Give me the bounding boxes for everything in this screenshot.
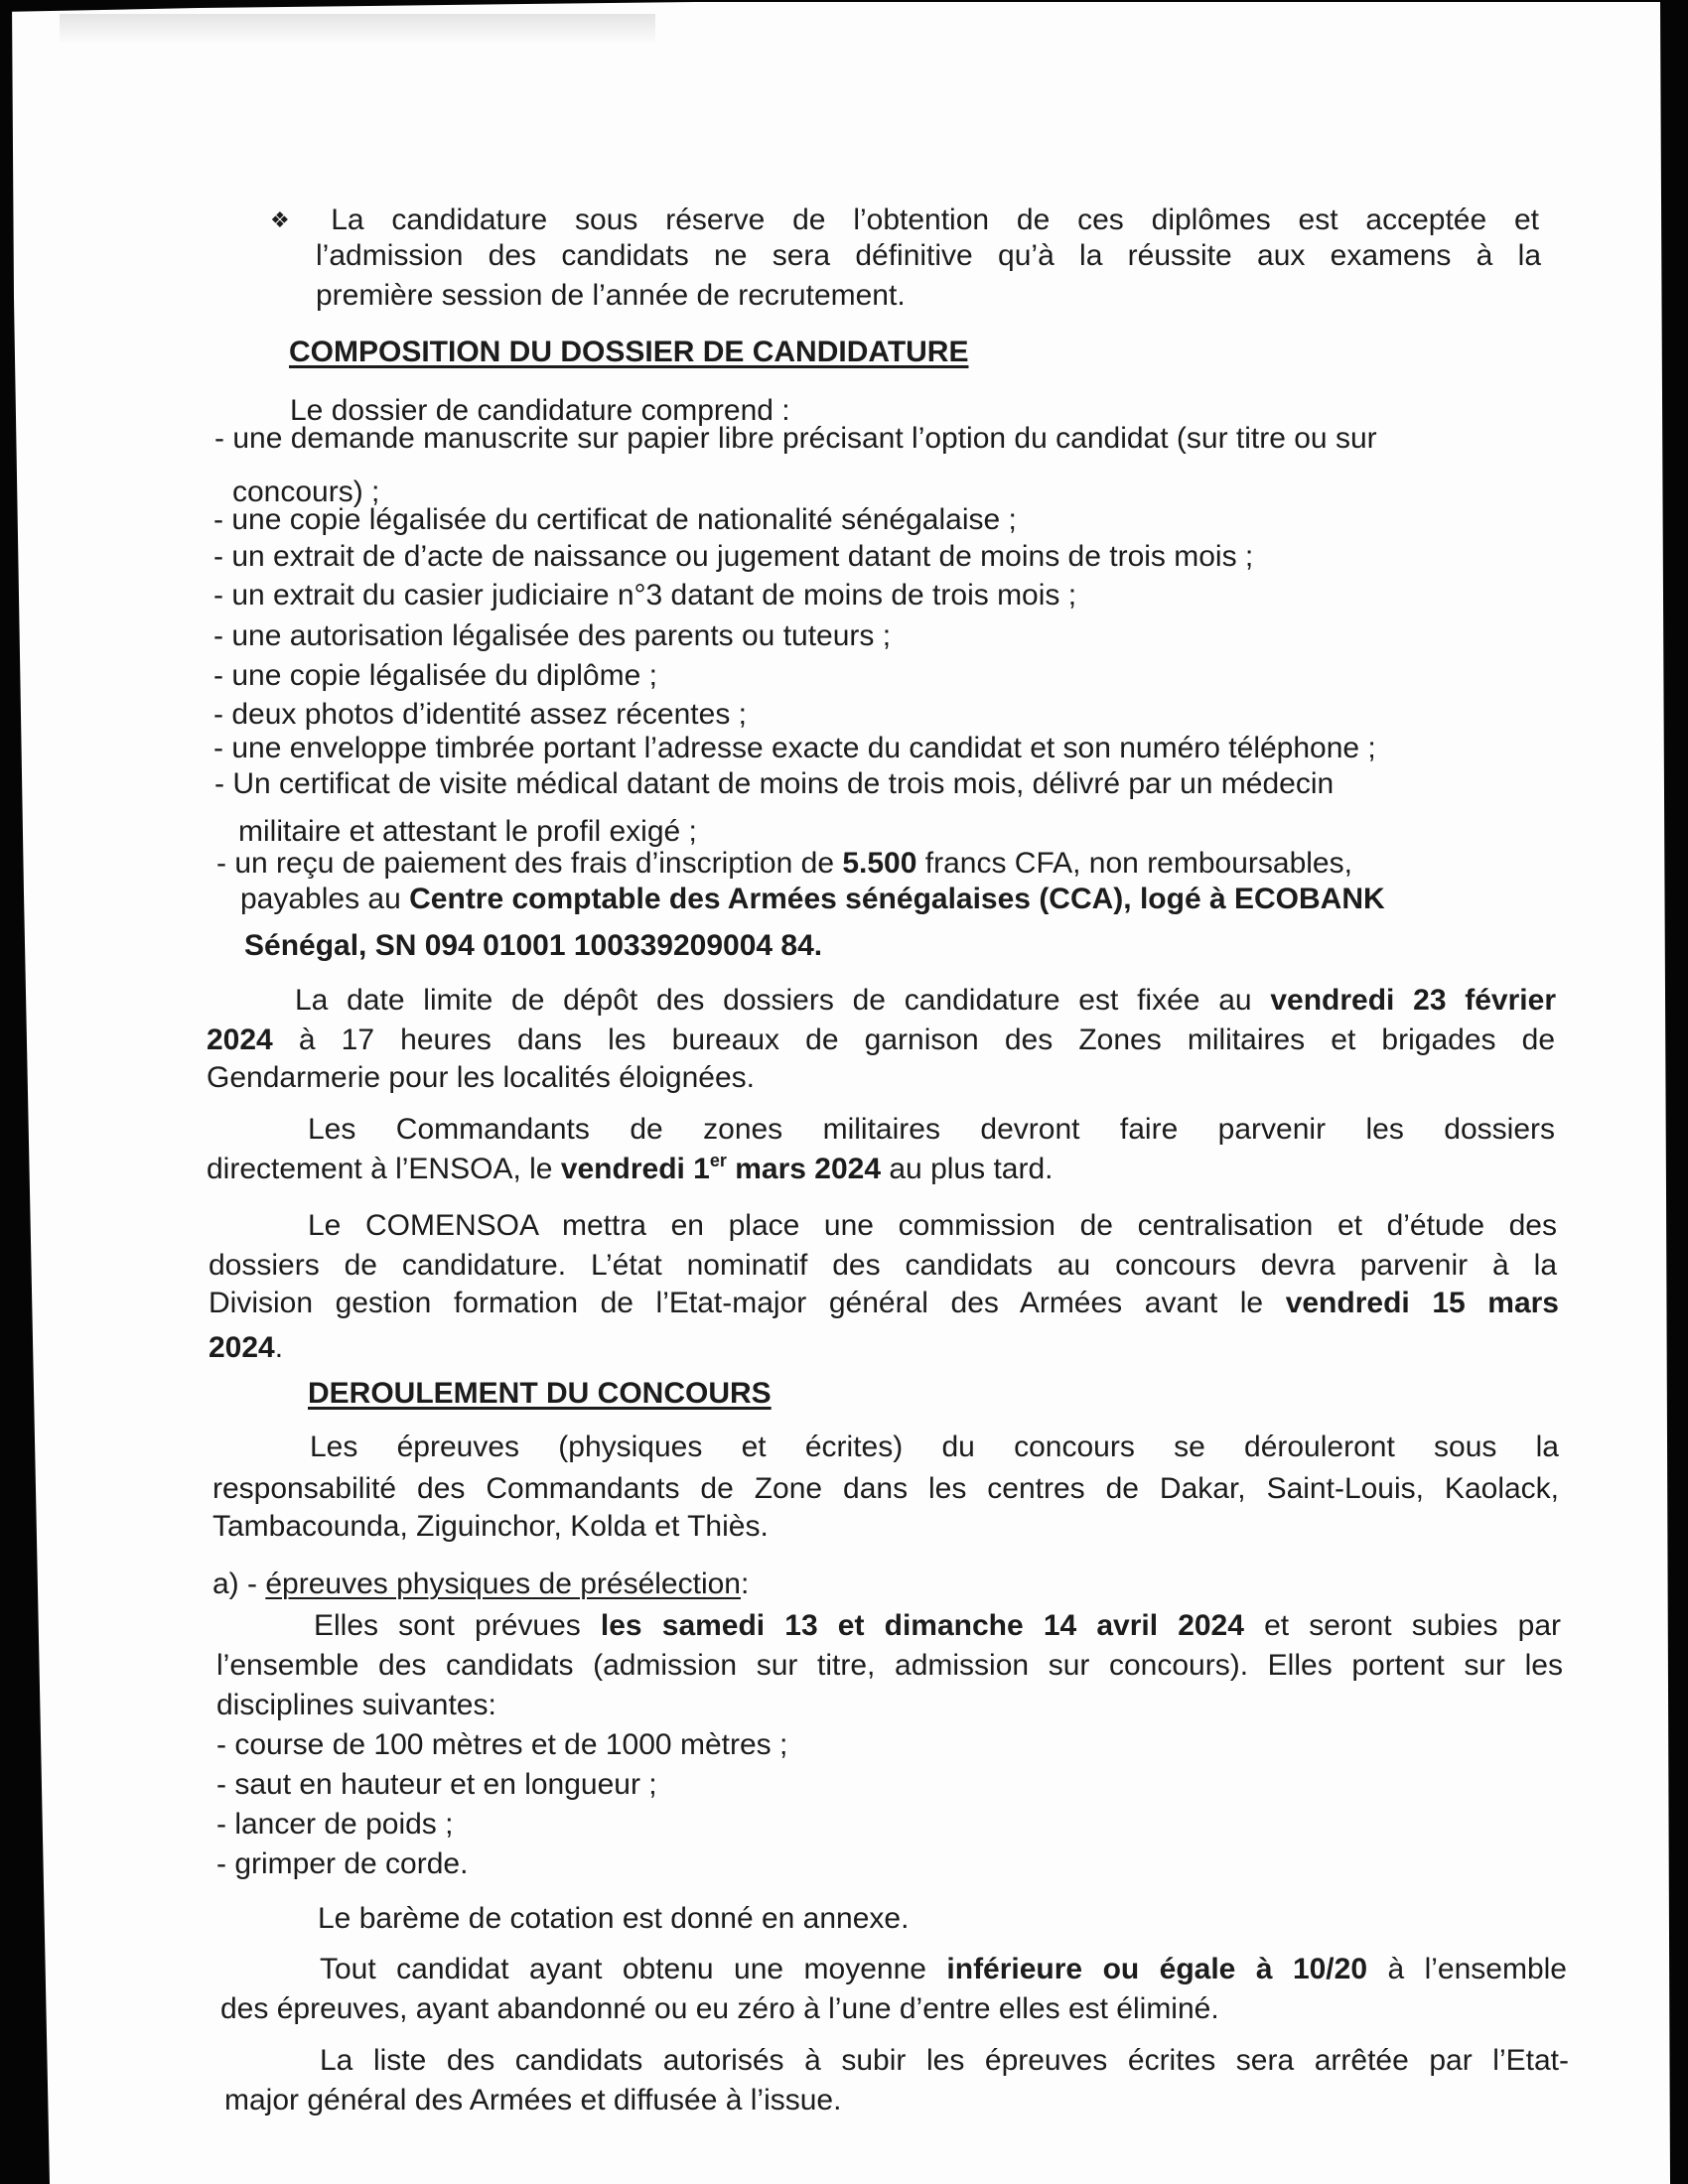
discipline-item: - grimper de corde. [216,1847,469,1880]
text-run: directement à l’ENSOA, le [207,1153,561,1185]
list-item: - un extrait de d’acte de naissance ou jugement datant de moins de trois mois ; [213,540,1254,573]
text-run: au plus tard. [881,1153,1054,1185]
subsection-label [212,1567,749,1602]
comensoa-line: dossiers de candidature. L’état nominatif des candidats au concours devra parvenir à la [209,1249,1557,1282]
elimination-line [320,1952,1567,1987]
text-run: et seront subies par [1243,1609,1561,1642]
scan-border-left [0,0,60,2184]
date-superscript: er [709,1151,727,1170]
bullet-paragraph-line [270,203,1539,238]
scan-border-right [1648,0,1688,2184]
text-run: Tout candidat ayant obtenu une moyenne [320,1953,947,1985]
list-item: - une enveloppe timbrée portant l’adresse exacte du candidat et son numéro téléphone ; [213,732,1376,764]
text-run: Elles sont prévues [314,1609,601,1642]
threshold-bold: inférieure ou égale à 10/20 [946,1953,1368,1985]
list-item: - une copie légalisée du diplôme ; [213,659,657,692]
list-item-continuation: concours) ; [232,476,380,508]
bullet-paragraph-line: première session de l’année de recrutement. [316,279,906,312]
deadline-line [295,983,1556,1019]
fee-amount: 5.500 [842,847,917,880]
text-run: - un reçu de paiement des frais d’inscription de [216,847,843,880]
deadline-year: 2024 [207,1024,273,1056]
bullet-paragraph-line: l’admission des candidats ne sera définitive qu’à la réussite aux examens à la [316,239,1541,272]
list-item-continuation: militaire et attestant le profil exigé ; [238,815,697,848]
bank-name: Centre comptable des Armées sénégalaises (CCA), logé à ECOBANK [409,883,1385,915]
comensoa-line [209,1286,1559,1321]
list-item-continuation [240,882,1385,917]
commanders-line: Les Commandants de zones militaires devront faire parvenir les dossiers [308,1113,1555,1146]
commanders-line [207,1152,1053,1187]
discipline-item: - course de 100 mètres et de 1000 mètres ; [216,1728,788,1761]
physical-line: disciplines suivantes: [216,1689,496,1721]
deadline-date: vendredi 23 février [1270,984,1556,1017]
elimination-line: des épreuves, ayant abandonné ou eu zéro à l’une d’entre elles est éliminé. [220,1992,1219,2025]
text-run: a) - [212,1568,266,1600]
deadline-line: Gendarmerie pour les localités éloignées. [207,1061,755,1094]
discipline-item: - saut en hauteur et en longueur ; [216,1768,657,1801]
bank-account: Sénégal, SN 094 01001 100339209004 84. [244,929,823,962]
date-bold: mars 2024 [726,1153,882,1185]
text-run: francs CFA, non remboursables, [916,847,1352,880]
list-item: - une copie légalisée du certificat de nationalité sénégalaise ; [213,503,1017,536]
deroulement-line: responsabilité des Commandants de Zone dans les centres de Dakar, Saint-Louis, Kaolack, [212,1472,1559,1505]
list-item: - un extrait du casier judiciaire n°3 datant de moins de trois mois ; [213,579,1077,612]
written-list-line: major général des Armées et diffusée à l’issue. [224,2084,842,2116]
text-run: La date limite de dépôt des dossiers de candidature est fixée au [295,984,1271,1017]
comensoa-line [209,1330,283,1366]
four-diamond-bullet-icon: ❖ [270,207,310,232]
deadline-line [207,1023,1555,1058]
scan-shadow [60,14,655,44]
discipline-item: - lancer de poids ; [216,1808,454,1841]
physical-line: l’ensemble des candidats (admission sur titre, admission sur concours). Elles portent sur les [216,1649,1563,1682]
list-item-fee [216,846,1352,882]
text-line: La candidature sous réserve de l’obtention de ces diplômes est acceptée et [331,204,1539,236]
list-item: - Un certificat de visite médical datant de moins de trois mois, délivré par un médecin [214,767,1335,800]
composition-intro: Le dossier de candidature comprend : [290,394,790,427]
text-run: : [740,1568,750,1600]
comensoa-line: Le COMENSOA mettra en place une commission de centralisation et d’étude des [308,1209,1557,1242]
list-item: - deux photos d’identité assez récentes ; [213,698,747,731]
section-heading-deroulement: DEROULEMENT DU CONCOURS [308,1377,772,1410]
list-item: - une demande manuscrite sur papier libre précisant l’option du candidat (sur titre ou sur [214,422,1377,455]
section-heading-composition: COMPOSITION DU DOSSIER DE CANDIDATURE [289,336,969,368]
written-list-line: La liste des candidats autorisés à subir les épreuves écrites sera arrêtée par l’Etat- [320,2044,1569,2077]
text-run: . [274,1331,284,1364]
deroulement-line: Les épreuves (physiques et écrites) du concours se dérouleront sous la [310,1431,1559,1463]
list-item-continuation [244,928,822,964]
deroulement-line: Tambacounda, Ziguinchor, Kolda et Thiès. [212,1510,769,1543]
date-bold: vendredi 1 [560,1153,710,1185]
date-bold: vendredi 15 mars [1285,1287,1559,1319]
subsection-title: épreuves physiques de présélection [265,1568,741,1600]
scan-border-top [0,0,1688,14]
physical-line [314,1608,1561,1644]
text-run: payables au [240,883,410,915]
date-bold: 2024 [209,1331,275,1364]
list-item: - une autorisation légalisée des parents ou tuteurs ; [213,619,892,652]
test-dates: les samedi 13 et dimanche 14 avril 2024 [600,1609,1244,1642]
text-run: à l’ensemble [1367,1953,1567,1985]
bareme-note: Le barème de cotation est donné en annexe. [318,1902,910,1935]
text-run: Division gestion formation de l’Etat-major général des Armées avant le [209,1287,1286,1319]
text-run: à 17 heures dans les bureaux de garnison des Zones militaires et brigades de [272,1024,1555,1056]
